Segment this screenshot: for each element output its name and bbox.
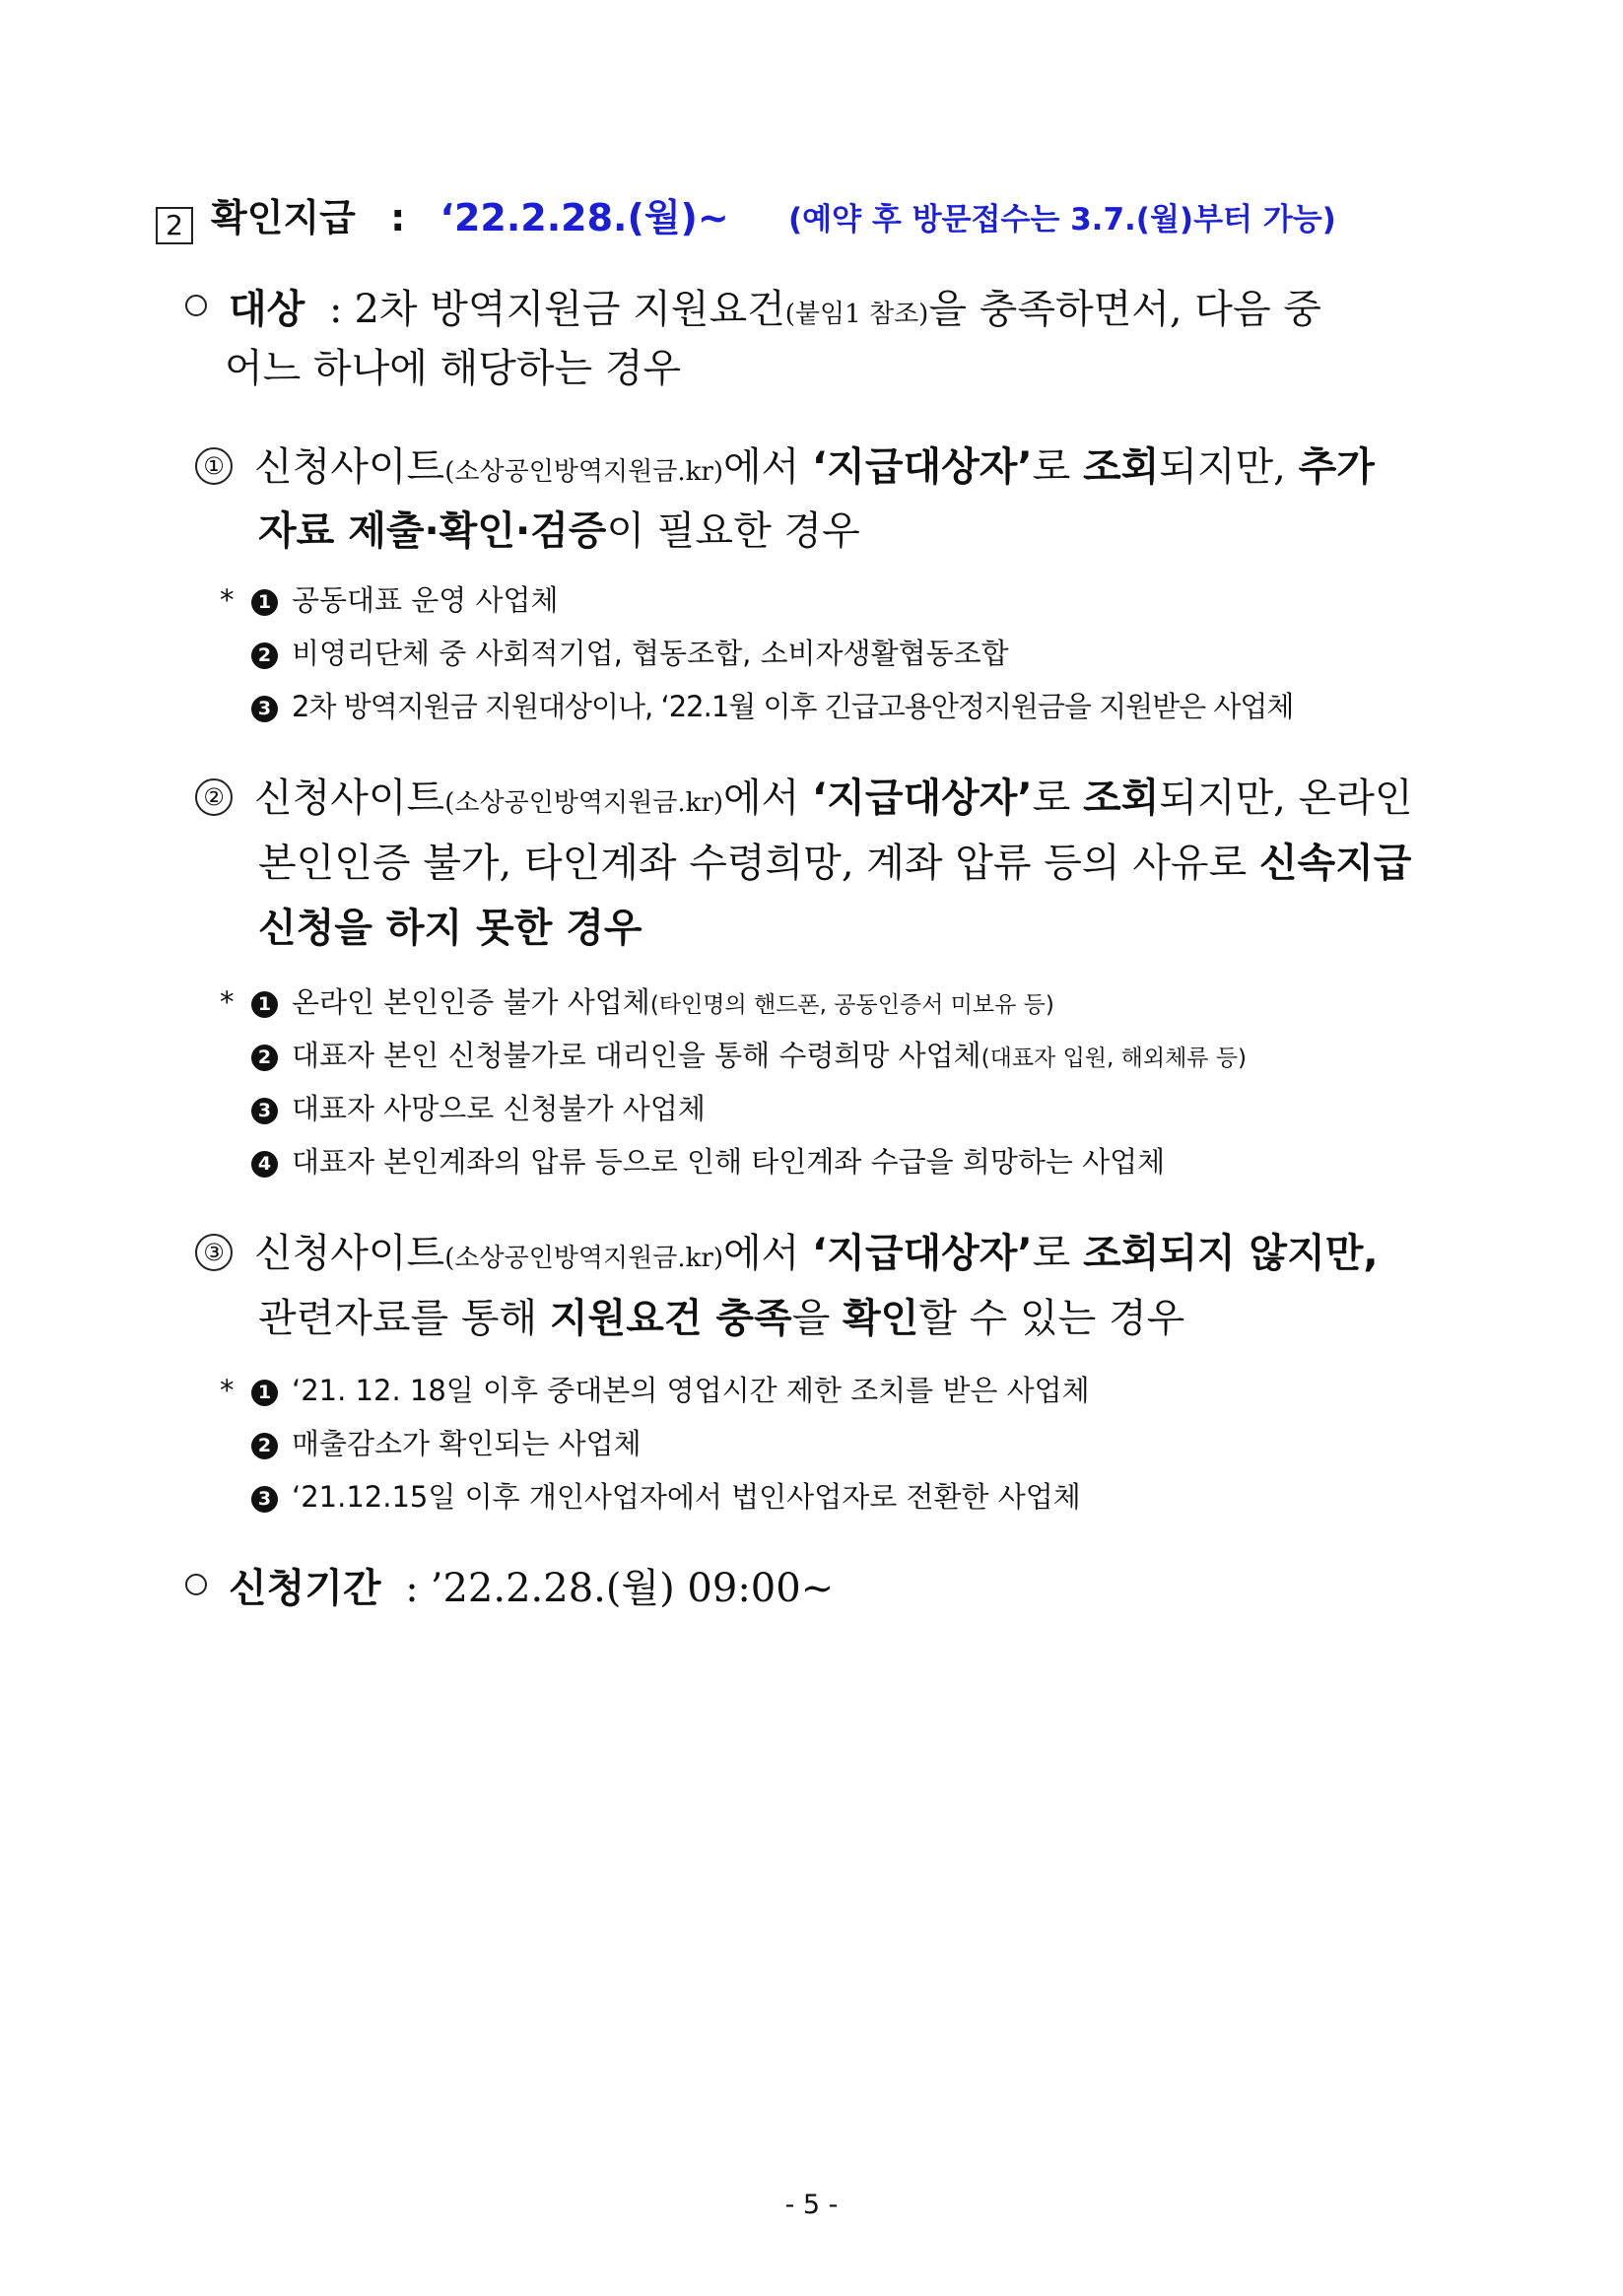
case1-item [251, 627, 1009, 680]
case1-line1 [195, 434, 1375, 506]
page-number: - 5 - [784, 2190, 839, 2220]
period-label: 신청기간 [229, 1566, 381, 1611]
target-text-b: (붙임1 참조) [784, 300, 929, 329]
case1-additional: 추가 [1298, 444, 1375, 490]
target-text-a: 2차 방역지원금 지원요건 [354, 287, 785, 332]
case2-reasons: 본인인증 불가, 타인계좌 수령희망, 계좌 압류 등의 사유로 [258, 841, 1248, 886]
case2-lookup: 조회 [1082, 776, 1160, 821]
case1-item [251, 574, 559, 627]
number-1-icon: 1 [251, 1380, 278, 1406]
case3-line2 [258, 1285, 1184, 1352]
case1-target-term: ‘지급대상자’ [811, 444, 1033, 490]
case3-ro: 로 [1032, 1231, 1071, 1276]
number-2-icon: 2 [251, 642, 278, 669]
case2-site: 신청사이트 [254, 776, 445, 821]
period-paragraph [185, 1555, 834, 1622]
case1-url: (소상공인방역지원금.kr) [444, 457, 723, 487]
case1-verify: 자료 제출·확인·검증 [258, 508, 607, 554]
case3-confirm: 확인 [843, 1296, 919, 1341]
case2-line2 [258, 830, 1411, 897]
case1-at: 에서 [722, 444, 800, 490]
bullet-circle-icon [185, 1574, 207, 1595]
case3-item-text: ‘21. 12. 18일 이후 중대본의 영업시간 제한 조치를 받은 사업체 [292, 1374, 1090, 1407]
target-text-c: 을 충족하면서, 다음 중 [928, 287, 1321, 332]
target-label: 대상 [229, 287, 305, 332]
case1-star: * [220, 583, 235, 617]
number-3-icon: 3 [251, 1098, 278, 1124]
section-date: ‘22.2.28.(월)~ [440, 196, 729, 239]
case2-item-text: 대표자 본인 신청불가로 대리인을 통해 수령희망 사업체 [292, 1039, 981, 1072]
case3-item-text: 매출감소가 확인되는 사업체 [292, 1427, 642, 1460]
case2-item-text: 대표자 사망으로 신청불가 사업체 [292, 1092, 706, 1125]
case2-item-sub: (타인명의 핸드폰, 공동인증서 미보유 등) [649, 992, 1054, 1018]
case1-line2 [258, 498, 860, 565]
case2-item-text: 대표자 본인계좌의 압류 등으로 인해 타인계좌 수급을 희망하는 사업체 [292, 1145, 1166, 1179]
case2-item-sub: (대표자 입원, 해외체류 등) [981, 1046, 1248, 1071]
target-sep: : [329, 287, 343, 332]
case3-requirement: 지원요건 충족 [549, 1296, 792, 1341]
case1-needed: 이 필요한 경우 [606, 508, 860, 554]
case2-target-term: ‘지급대상자’ [811, 776, 1033, 821]
case1-item [251, 680, 1293, 733]
case2-item [251, 976, 1054, 1032]
case3-item [251, 1417, 642, 1470]
case1-site: 신청사이트 [254, 444, 445, 490]
case3-target-term: ‘지급대상자’ [811, 1231, 1033, 1276]
case1-item-text: 2차 방역지원금 지원대상이나, ‘22.1월 이후 긴급고용안정지원금을 지원받은 사업체 [292, 690, 1294, 723]
case1-but: 되지만, [1159, 444, 1286, 490]
case2-item [251, 1135, 1165, 1188]
case2-number: ② [195, 778, 233, 816]
case2-item-text: 온라인 본인인증 불가 사업체 [292, 985, 650, 1019]
number-3-icon: 3 [251, 1486, 278, 1513]
case1-number: ① [195, 447, 233, 485]
period-sep: : [405, 1566, 419, 1611]
case3-item-text: ‘21.12.15일 이후 개인사업자에서 법인사업자로 전환한 사업체 [292, 1480, 1081, 1514]
target-line2: 어느 하나에 해당하는 경우 [225, 346, 682, 391]
case2-item [251, 1029, 1247, 1085]
case1-lookup: 조회 [1082, 444, 1160, 490]
case3-site: 신청사이트 [254, 1231, 445, 1276]
case2-item [251, 1082, 706, 1135]
case2-line3: 신청을 하지 못한 경우 [258, 906, 642, 951]
case2-url: (소상공인방역지원금.kr) [444, 788, 723, 818]
case3-star: * [220, 1374, 235, 1407]
case1-item-text: 비영리단체 중 사회적기업, 협동조합, 소비자생활협동조합 [292, 637, 1009, 670]
bullet-circle-icon [185, 295, 207, 316]
case2-at: 에서 [722, 776, 800, 821]
case3-item [251, 1364, 1090, 1417]
number-2-icon: 2 [251, 1433, 278, 1459]
case3-line1 [195, 1220, 1379, 1292]
case3-not-lookup: 조회되지 않지만, [1082, 1231, 1379, 1276]
case3-at: 에서 [722, 1231, 800, 1276]
number-1-icon: 1 [251, 589, 278, 616]
case2-ro: 로 [1032, 776, 1071, 821]
case2-line1 [195, 765, 1413, 837]
case1-item-text: 공동대표 운영 사업체 [292, 583, 559, 617]
number-2-icon: 2 [251, 1045, 278, 1071]
section-colon: : [390, 196, 406, 239]
number-3-icon: 3 [251, 696, 278, 722]
case3-eul: 을 [791, 1296, 831, 1341]
case1-ro: 로 [1032, 444, 1071, 490]
case2-but: 되지만, 온라인 [1159, 776, 1413, 821]
section-heading [156, 187, 729, 244]
case2-fast-pay: 신속지급 [1258, 841, 1412, 886]
case2-star: * [220, 985, 235, 1019]
section-number-box: 2 [156, 207, 193, 244]
number-4-icon: 4 [251, 1151, 278, 1178]
case3-via: 관련자료를 통해 [258, 1296, 538, 1341]
number-1-icon: 1 [251, 991, 278, 1018]
case3-can: 할 수 있는 경우 [918, 1296, 1185, 1341]
period-value: ’22.2.28.(월) 09:00~ [430, 1566, 835, 1611]
section-note: (예약 후 방문접수는 3.7.(월)부터 가능) [788, 202, 1336, 237]
case3-url: (소상공인방역지원금.kr) [444, 1244, 723, 1273]
section-title: 확인지급 [211, 196, 356, 239]
case3-item [251, 1470, 1081, 1523]
case3-number: ③ [195, 1234, 233, 1271]
